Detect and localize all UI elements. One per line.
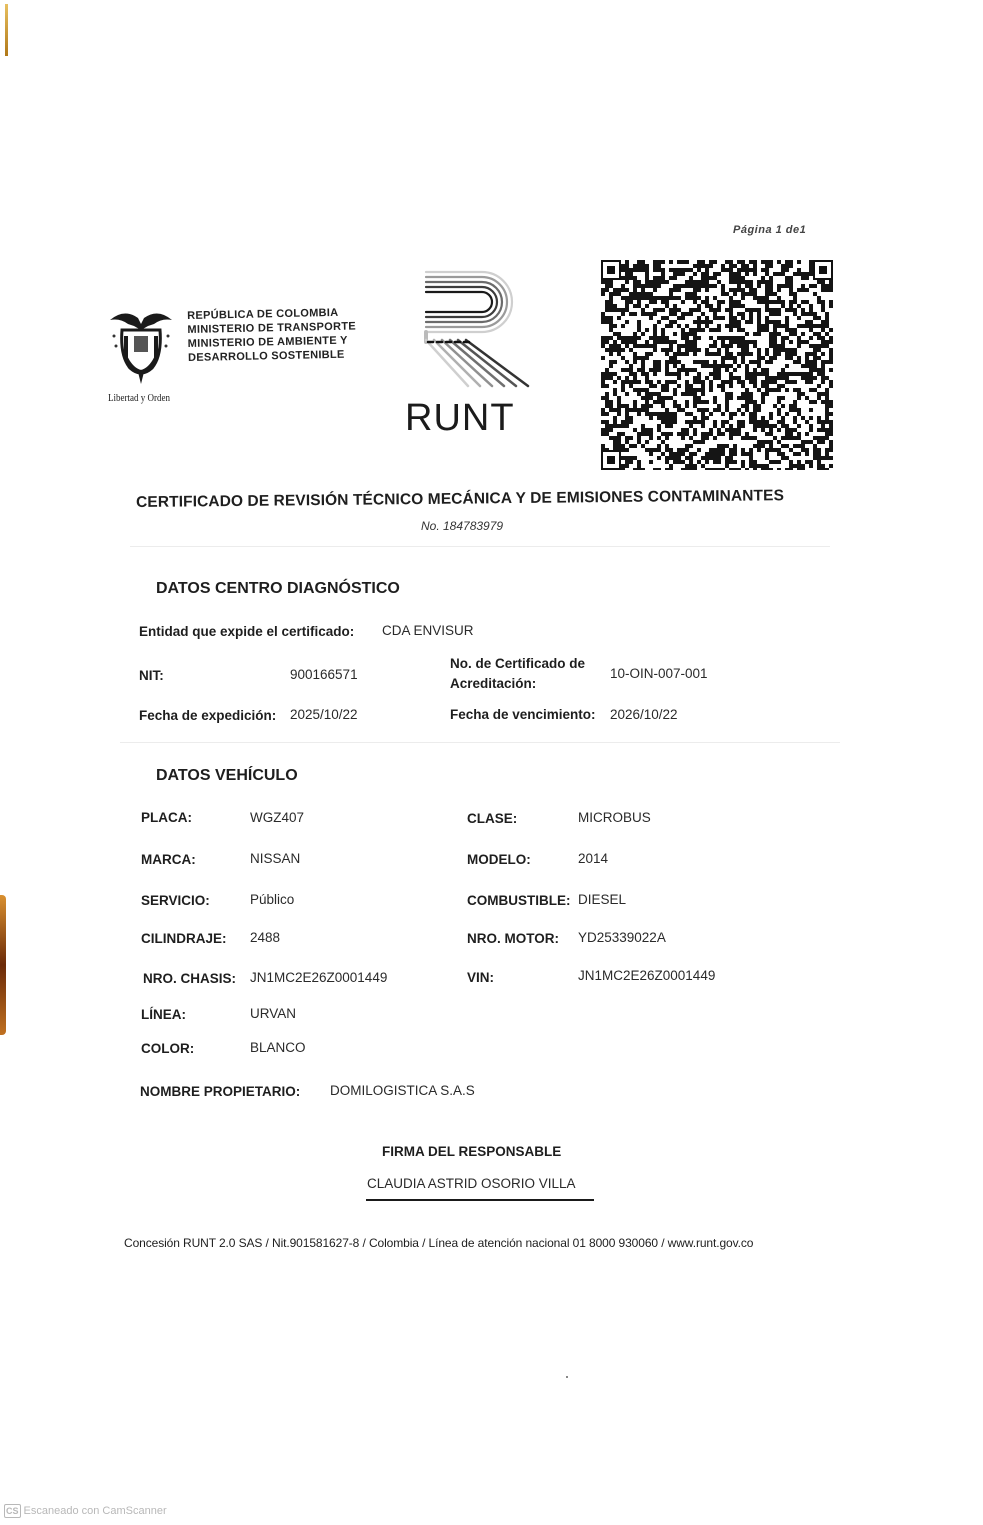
cilindraje-label: CILINDRAJE:: [141, 931, 227, 946]
owner-label: NOMBRE PROPIETARIO:: [140, 1084, 301, 1099]
nit-label: NIT:: [139, 668, 164, 683]
footer-text: Concesión RUNT 2.0 SAS / Nit.901581627-8 / Colombia / Línea de atención nacional 01 8000 930060 / www.runt.gov.co: [124, 1236, 754, 1250]
scan-edge-artifact: [5, 4, 8, 56]
marca-label: MARCA:: [141, 852, 196, 867]
entity-label: Entidad que expide el certificado:: [139, 624, 355, 639]
issue-date-label: Fecha de expedición:: [139, 708, 277, 723]
accreditation-value: 10-OIN-007-001: [610, 666, 708, 681]
scan-edge-artifact: [0, 895, 6, 1035]
scan-speck: [566, 1376, 568, 1378]
combustible-label: COMBUSTIBLE:: [467, 893, 571, 908]
accreditation-label-line: Acreditación:: [450, 676, 537, 691]
certificate-number: No. 184783979: [421, 519, 504, 533]
signature-name: CLAUDIA ASTRID OSORIO VILLA: [367, 1176, 576, 1191]
camscanner-text: Escaneado con CamScanner: [23, 1505, 167, 1517]
color-label: COLOR:: [141, 1041, 195, 1056]
placa-label: PLACA:: [141, 810, 192, 825]
expiry-date-label: Fecha de vencimiento:: [450, 707, 596, 722]
owner-value: DOMILOGISTICA S.A.S: [330, 1083, 475, 1098]
section-heading-vehicle: DATOS VEHÍCULO: [156, 767, 298, 784]
placa-value: WGZ407: [250, 810, 305, 825]
color-value: BLANCO: [250, 1040, 306, 1055]
qr-code: [601, 260, 833, 470]
modelo-value: 2014: [578, 851, 609, 866]
vin-label: VIN:: [467, 970, 494, 985]
government-header: [187, 305, 357, 365]
clase-value: MICROBUS: [578, 810, 651, 825]
combustible-value: DIESEL: [578, 892, 627, 907]
document-title: CERTIFICADO DE REVISIÓN TÉCNICO MECÁNICA Y DE EMISIONES CONTAMINANTES: [136, 487, 785, 511]
qr-finder-pattern: [601, 260, 621, 280]
signature-label: FIRMA DEL RESPONSABLE: [382, 1144, 562, 1159]
chasis-label: NRO. CHASIS:: [143, 971, 237, 986]
camscanner-logo-icon: CS: [6, 1506, 19, 1516]
government-line: MINISTERIO DE AMBIENTE Y: [187, 334, 348, 350]
clase-label: CLASE:: [467, 811, 518, 826]
runt-logo-text: RUNT: [405, 397, 515, 439]
section-heading-diagnostic-center: DATOS CENTRO DIAGNÓSTICO: [156, 580, 400, 597]
government-line: MINISTERIO DE TRANSPORTE: [187, 320, 357, 336]
qr-finder-pattern: [813, 260, 833, 280]
motor-label: NRO. MOTOR:: [467, 931, 559, 946]
linea-label: LÍNEA:: [141, 1007, 186, 1022]
servicio-value: Público: [250, 892, 295, 907]
government-line: REPÚBLICA DE COLOMBIA: [187, 306, 339, 322]
expiry-date-value: 2026/10/22: [610, 707, 678, 722]
runt-logo-icon: [420, 268, 545, 394]
government-line: DESARROLLO SOSTENIBLE: [187, 348, 345, 364]
linea-value: URVAN: [250, 1006, 297, 1021]
vin-value: JN1MC2E26Z0001449: [578, 968, 716, 983]
servicio-label: SERVICIO:: [141, 893, 210, 908]
page-indicator: Página 1 de1: [733, 224, 807, 236]
nit-value: 900166571: [290, 667, 358, 682]
section-divider: [120, 742, 840, 743]
entity-value: CDA ENVISUR: [382, 623, 474, 638]
accreditation-label: [450, 654, 585, 694]
qr-modules: [601, 260, 833, 470]
issue-date-value: 2025/10/22: [290, 707, 358, 722]
coat-motto: Libertad y Orden: [108, 393, 170, 404]
signature-line: [366, 1199, 594, 1201]
modelo-label: MODELO:: [467, 852, 531, 867]
cilindraje-value: 2488: [250, 930, 281, 945]
motor-value: YD25339022A: [578, 930, 666, 945]
section-divider: [130, 546, 830, 547]
accreditation-label-line: No. de Certificado de: [450, 656, 586, 671]
chasis-value: JN1MC2E26Z0001449: [250, 970, 388, 985]
qr-finder-pattern: [601, 450, 621, 470]
marca-value: NISSAN: [250, 851, 301, 866]
camscanner-watermark: [4, 1504, 167, 1518]
colombia-coat-of-arms-icon: [104, 306, 178, 386]
